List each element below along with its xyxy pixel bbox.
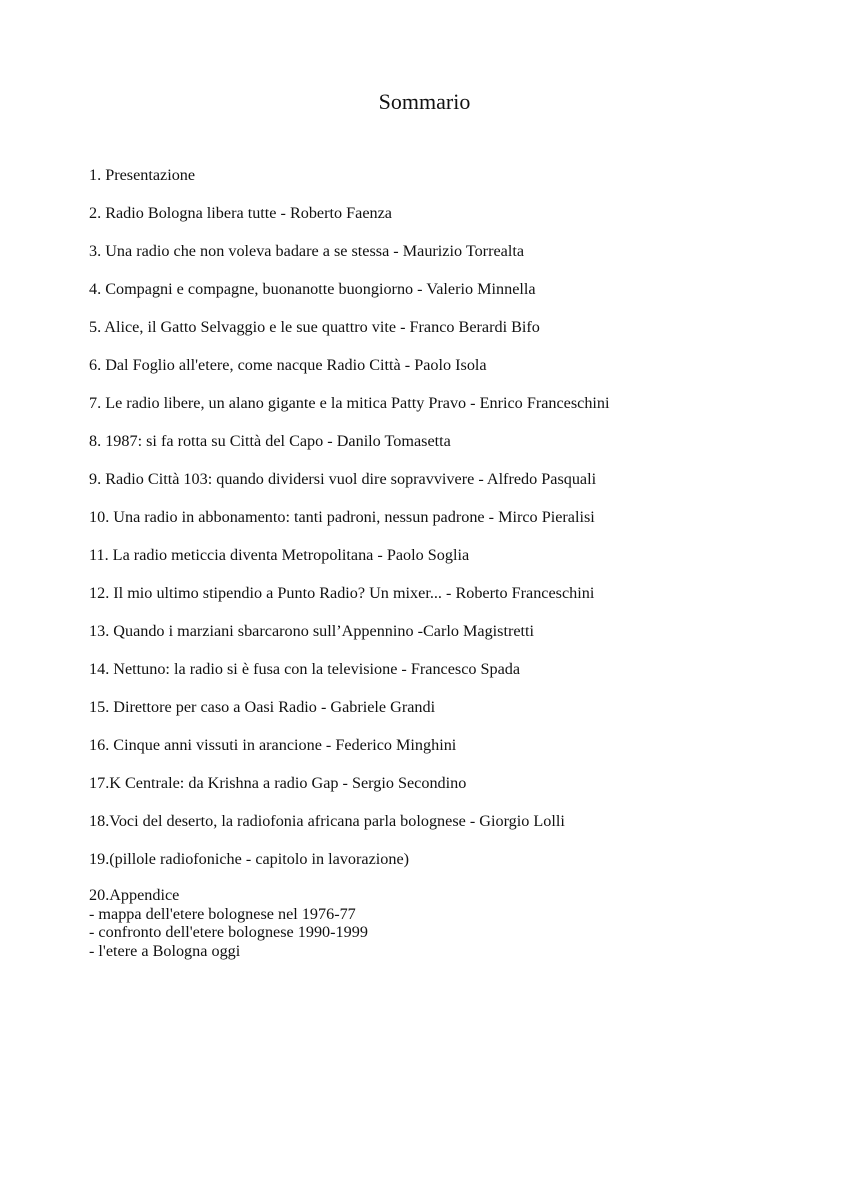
appendix-item: - confronto dell'etere bolognese 1990-1999 — [89, 923, 368, 941]
toc-entry-16: 16. Cinque anni vissuti in arancione - Federico Minghini — [89, 736, 457, 754]
toc-entry-7: 7. Le radio libere, un alano gigante e la mitica Patty Pravo - Enrico Franceschini — [89, 394, 610, 412]
toc-entry-9: 9. Radio Città 103: quando dividersi vuol dire sopravvivere - Alfredo Pasquali — [89, 470, 597, 488]
toc-entry-8: 8. 1987: si fa rotta su Città del Capo - Danilo Tomasetta — [89, 432, 451, 450]
toc-entry-13: 13. Quando i marziani sbarcarono sull’Appennino -Carlo Magistretti — [89, 622, 535, 640]
toc-entry-14: 14. Nettuno: la radio si è fusa con la televisione - Francesco Spada — [89, 660, 521, 678]
appendix-item: - mappa dell'etere bolognese nel 1976-77 — [89, 904, 356, 923]
toc-entry-2: 2. Radio Bologna libera tutte - Roberto Faenza — [89, 204, 392, 222]
toc-entry-4: 4. Compagni e compagne, buonanotte buongiorno - Valerio Minnella — [89, 280, 536, 298]
toc-entry-1: 1. Presentazione — [89, 166, 196, 184]
toc-entry-5: 5. Alice, il Gatto Selvaggio e le sue quattro vite - Franco Berardi Bifo — [89, 318, 540, 336]
table-of-contents — [89, 164, 789, 960]
toc-entry-19: 19.(pillole radiofoniche - capitolo in lavorazione) — [89, 850, 410, 868]
toc-entry-11: 11. La radio meticcia diventa Metropolitana - Paolo Soglia — [89, 546, 470, 564]
toc-entry-3: 3. Una radio che non voleva badare a se stessa - Maurizio Torrealta — [89, 242, 525, 260]
toc-entry-15: 15. Direttore per caso a Oasi Radio - Gabriele Grandi — [89, 698, 436, 716]
toc-entry-17: 17.K Centrale: da Krishna a radio Gap - Sergio Secondino — [89, 774, 467, 792]
appendix-item: - l'etere a Bologna oggi — [89, 941, 241, 960]
toc-appendix — [89, 886, 789, 960]
toc-entry-12: 12. Il mio ultimo stipendio a Punto Radio? Un mixer... - Roberto Franceschini — [89, 584, 595, 602]
toc-entry-6: 6. Dal Foglio all'etere, come nacque Radio Città - Paolo Isola — [89, 356, 487, 374]
toc-entry-18: 18.Voci del deserto, la radiofonia africana parla bolognese - Giorgio Lolli — [89, 812, 565, 830]
appendix-heading: 20.Appendice — [89, 886, 180, 904]
page-title: Sommario — [378, 89, 471, 114]
toc-entry-10: 10. Una radio in abbonamento: tanti padroni, nessun padrone - Mirco Pieralisi — [89, 508, 595, 526]
